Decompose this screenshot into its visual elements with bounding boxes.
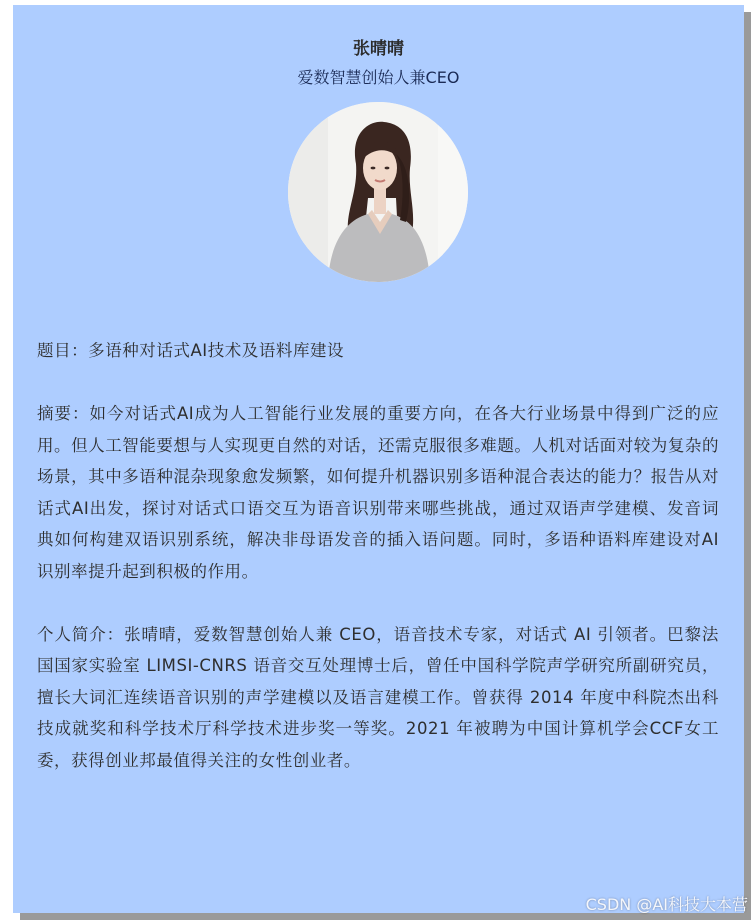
portrait-illustration	[288, 102, 468, 282]
speaker-role: 爱数智慧创始人兼CEO	[297, 68, 460, 87]
speaker-name: 张晴晴	[353, 39, 404, 59]
speaker-avatar	[288, 102, 468, 282]
speaker-bio: 个人简介：张晴晴，爱数智慧创始人兼 CEO，语音技术专家，对话式 AI 引领者。巴黎法国国家实验室 LIMSI-CNRS 语音交互处理博士后，曾任中国科学院声学研究所副研究员，擅长大词汇连续语音识别的声学建模以及语言建模工作。曾获得 2014 年度中科院杰出科技成就奖和科学技术厅科学技术进步奖一等奖。2021 年被聘为中国计算机学会CCF女工委，获得创业邦最值得关注的女性创业者。	[37, 624, 719, 770]
talk-content	[37, 335, 719, 776]
speaker-card	[13, 5, 744, 913]
talk-topic: 题目：多语种对话式AI技术及语料库建设	[37, 341, 345, 360]
source-watermark: CSDN @AI科技大本营	[585, 895, 748, 914]
talk-abstract: 摘要：如今对话式AI成为人工智能行业发展的重要方向，在各大行业场景中得到广泛的应用。但人工智能要想与人实现更自然的对话，还需克服很多难题。人机对话面对较为复杂的场景，其中多语种混杂现象愈发频繁，如何提升机器识别多语种混合表达的能力？报告从对话式AI出发，探讨对话式口语交互为语音识别带来哪些挑战，通过双语声学建模、发音词典如何构建双语识别系统，解决非母语发音的插入语问题。同时，多语种语料库建设对AI识别率提升起到积极的作用。	[37, 404, 719, 581]
